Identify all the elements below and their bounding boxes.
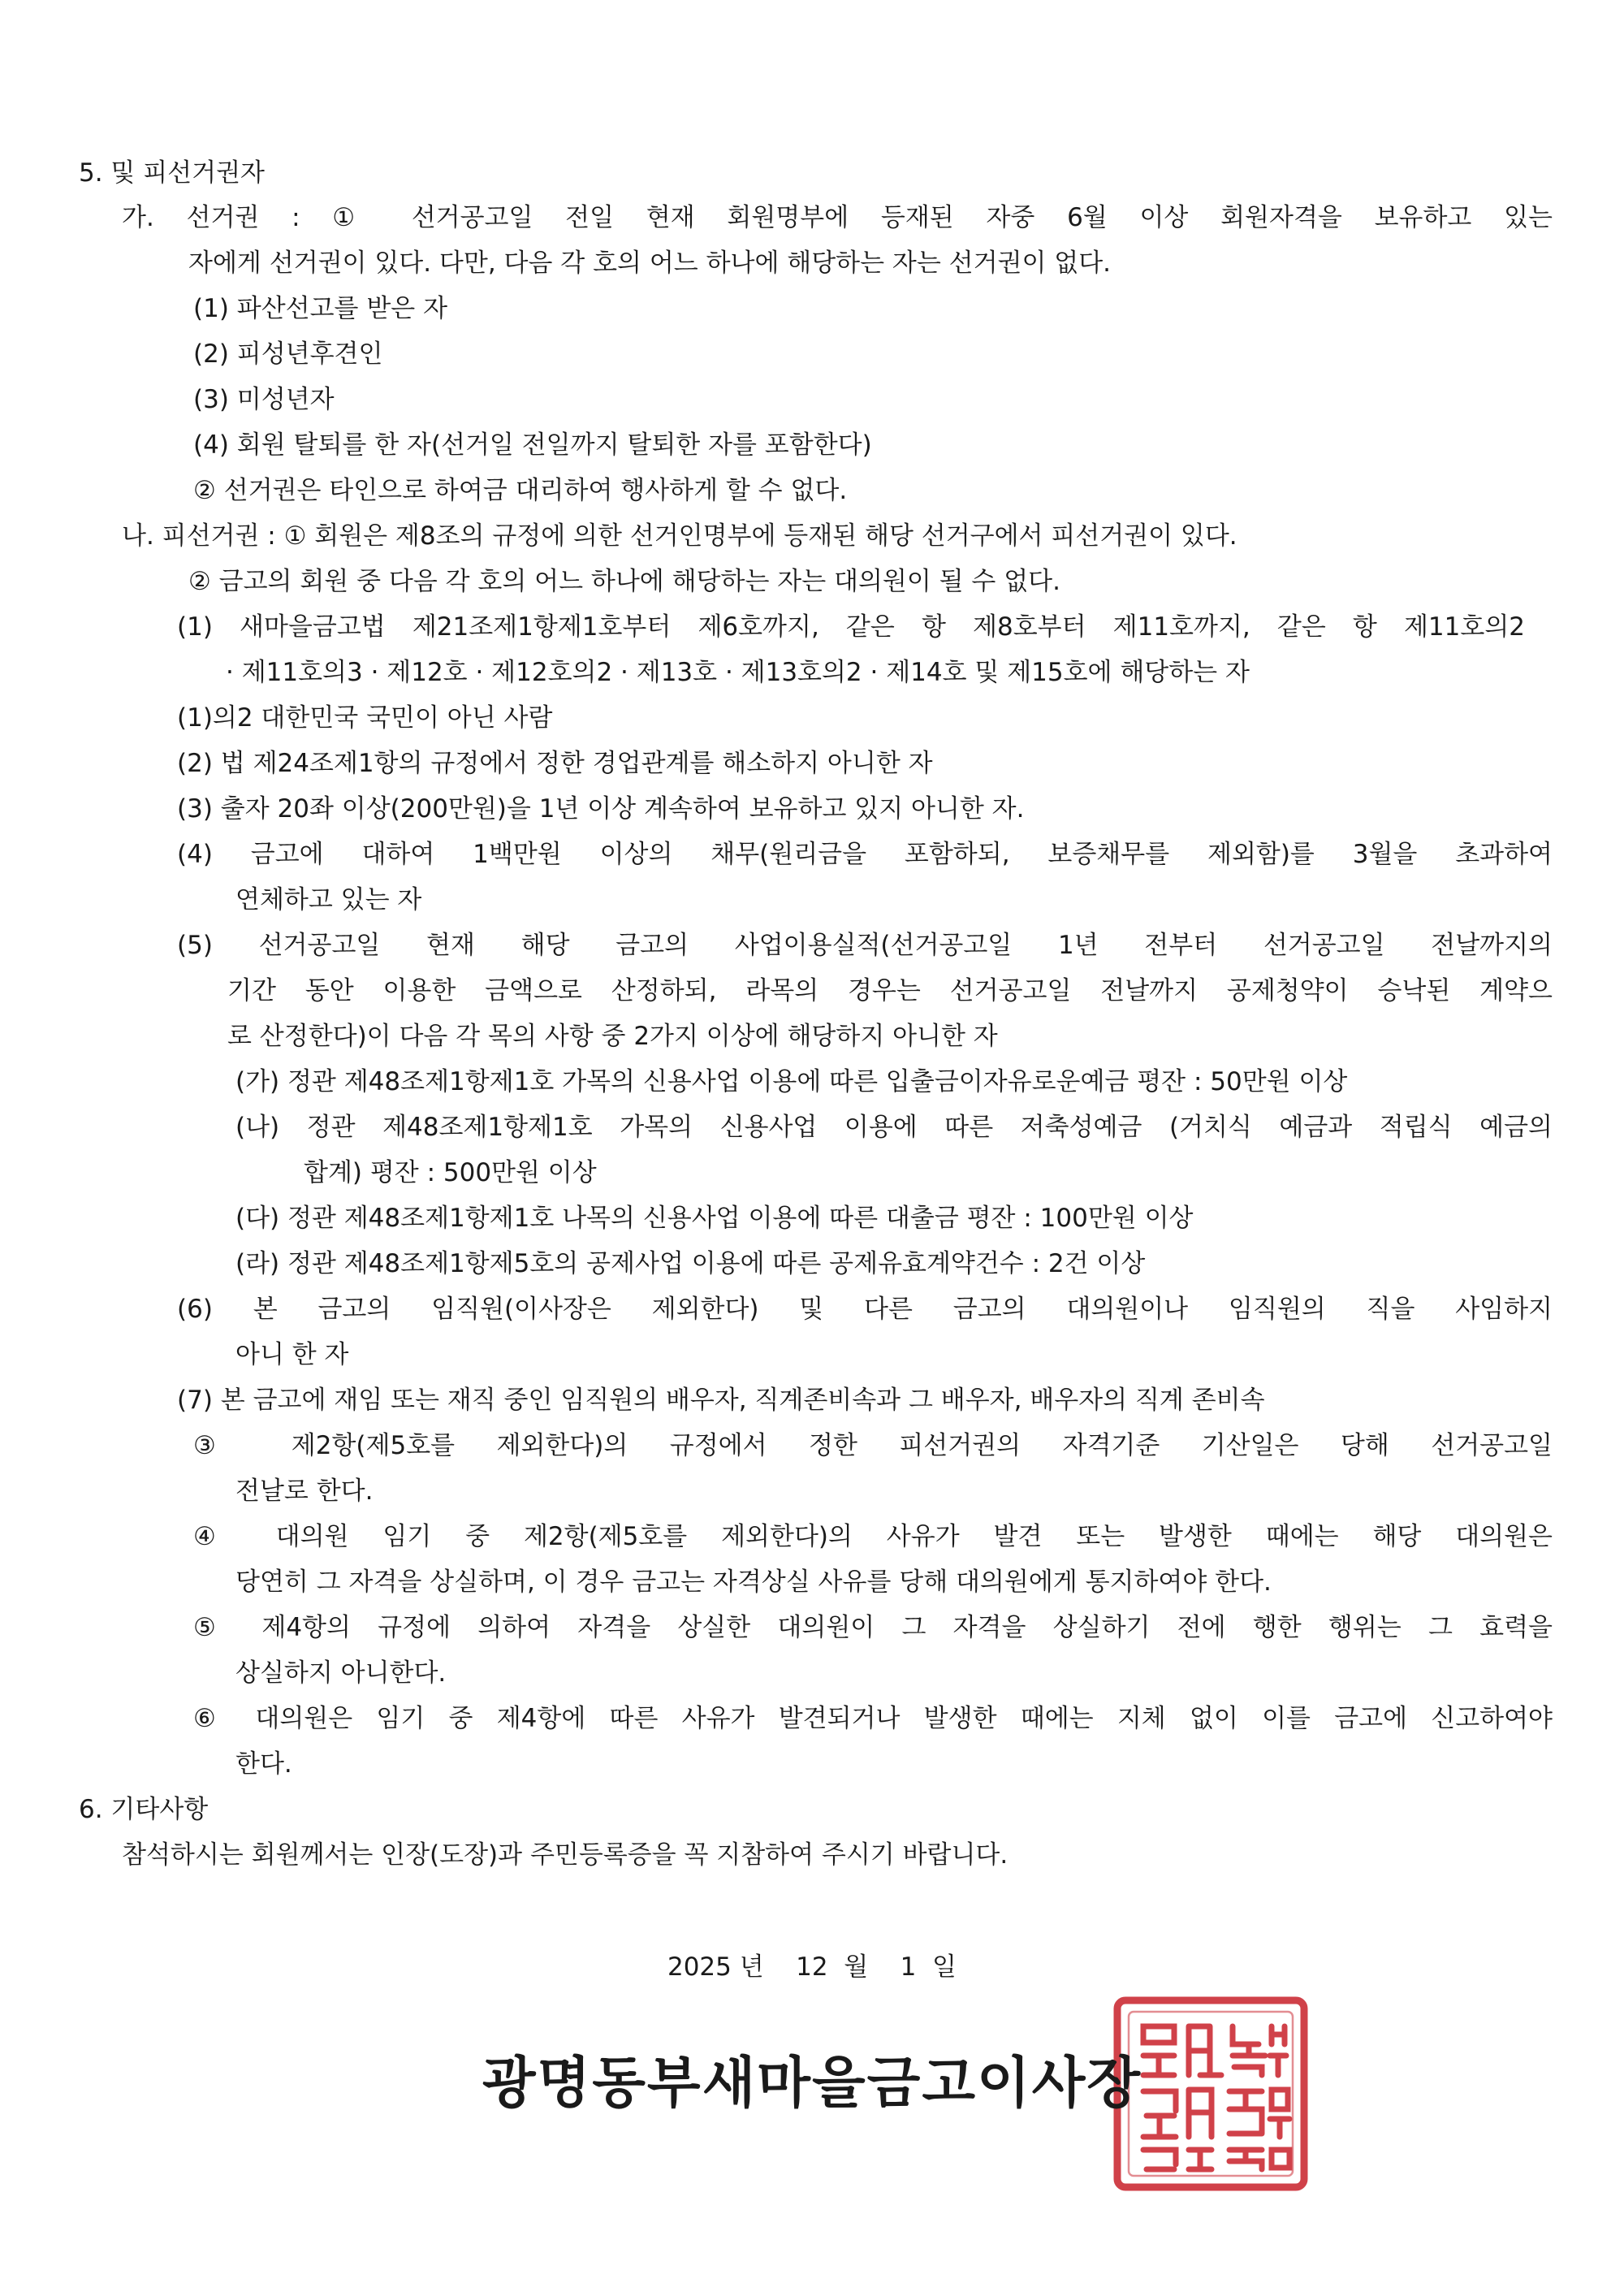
section-6-heading: 6. 기타사항	[79, 1795, 209, 1824]
usage-criterion-na-line-a: (나) 정관 제48조제1항제1호 가목의 신용사업 이용에 따른 저축성예금 (거치식 예금과 적립식 예금의	[235, 1113, 1553, 1142]
eligibility-line-1: 나. 피선거권 : ① 회원은 제8조의 규정에 의한 선거인명부에 등재된 해당 선거구에서 피선거권이 있다.	[122, 521, 1237, 551]
issue-date: 2025 년 12 월 1 일	[667, 1952, 957, 1982]
section-5-heading: 5. 및 피선거권자	[79, 158, 265, 188]
usage-criterion-ra: (라) 정관 제48조제1항제5호의 공제사업 이용에 따른 공제유효계약건수 : 2건 이상	[235, 1249, 1146, 1278]
eligibility-item-5-line-b: 기간 동안 이용한 금액으로 산정하되, 라목의 경우는 선거공고일 전날까지 공제청약이 승낙된 계약으	[227, 976, 1553, 1005]
disqualification-item-3: (3) 미성년자	[193, 385, 335, 414]
eligibility-item-5-line-a: (5) 선거공고일 현재 해당 금고의 사업이용실적(선거공고일 1년 전부터 선거공고일 전날까지의	[177, 931, 1553, 960]
disqualification-item-2: (2) 피성년후견인	[193, 339, 383, 369]
eligibility-item-4-line-b: 연체하고 있는 자	[235, 885, 422, 915]
eligibility-clause-4-line-a: ④ 대의원 임기 중 제2항(제5호를 제외한다)의 사유가 발견 또는 발생한 때에는 해당 대의원은	[193, 1522, 1553, 1551]
eligibility-item-2: (2) 법 제24조제1항의 규정에서 정한 경업관계를 해소하지 아니한 자	[177, 749, 933, 778]
eligibility-item-4-line-a: (4) 금고에 대하여 1백만원 이상의 채무(원리금을 포함하되, 보증채무를 제외함)를 3월을 초과하여	[177, 840, 1553, 869]
eligibility-item-1-line-b: · 제11호의3 · 제12호 · 제12호의2 · 제13호 · 제13호의2 · 제14호 및 제15호에 해당하는 자	[226, 658, 1250, 687]
usage-criterion-da: (다) 정관 제48조제1항제1호 나목의 신용사업 이용에 따른 대출금 평잔 : 100만원 이상	[235, 1204, 1194, 1233]
eligibility-item-7: (7) 본 금고에 재임 또는 재직 중인 임직원의 배우자, 직계존비속과 그 배우자, 배우자의 직계 존비속	[177, 1386, 1265, 1415]
eligibility-clause-3-line-a: ③ 제2항(제5호를 제외한다)의 규정에서 정한 피선거권의 자격기준 기산일은 당해 선거공고일	[193, 1431, 1553, 1460]
eligibility-clause-6-line-a: ⑥ 대의원은 임기 중 제4항에 따른 사유가 발견되거나 발생한 때에는 지체 없이 이를 금고에 신고하여야	[193, 1704, 1553, 1733]
issuer-name: 광명동부새마을금고이사장	[482, 2051, 1142, 2116]
section-6-body: 참석하시는 회원께서는 인장(도장)과 주민등록증을 꼭 지참하여 주시기 바랍니다.	[122, 1840, 1009, 1870]
eligibility-item-6-line-b: 아니 한 자	[235, 1340, 349, 1369]
eligibility-clause-3-line-b: 전날로 한다.	[235, 1477, 374, 1506]
eligibility-clause-5-line-b: 상실하지 아니한다.	[235, 1658, 447, 1688]
voting-right-proxy-clause: ② 선거권은 타인으로 하여금 대리하여 행사하게 할 수 없다.	[193, 476, 848, 505]
eligibility-item-6-line-a: (6) 본 금고의 임직원(이사장은 제외한다) 및 다른 금고의 대의원이나 임직원의 직을 사임하지	[177, 1295, 1553, 1324]
eligibility-clause-5-line-a: ⑤ 제4항의 규정에 의하여 자격을 상실한 대의원이 그 자격을 상실하기 전에 행한 행위는 그 효력을	[193, 1613, 1553, 1642]
eligibility-clause-6-line-b: 한다.	[235, 1749, 292, 1779]
eligibility-item-1-line-a: (1) 새마을금고법 제21조제1항제1호부터 제6호까지, 같은 항 제8호부터 제11호까지, 같은 항 제11호의2	[177, 612, 1525, 642]
eligibility-clause-2: ② 금고의 회원 중 다음 각 호의 어느 하나에 해당하는 자는 대의원이 될 수 없다.	[188, 567, 1060, 596]
eligibility-clause-4-line-b: 당연히 그 자격을 상실하며, 이 경우 금고는 자격상실 사유를 당해 대의원에게 통지하여야 한다.	[235, 1567, 1272, 1597]
voting-right-line-2: 자에게 선거권이 있다. 다만, 다음 각 호의 어느 하나에 해당하는 자는 선거권이 없다.	[188, 249, 1112, 278]
usage-criterion-ga: (가) 정관 제48조제1항제1호 가목의 신용사업 이용에 따른 입출금이자유로운예금 평잔 : 50만원 이상	[235, 1067, 1348, 1096]
eligibility-item-1-2: (1)의2 대한민국 국민이 아닌 사람	[177, 703, 553, 733]
eligibility-item-3: (3) 출자 20좌 이상(200만원)을 1년 이상 계속하여 보유하고 있지 아니한 자.	[177, 794, 1025, 824]
voting-right-line-1: 가. 선거권 : ① 선거공고일 전일 현재 회원명부에 등재된 자중 6월 이상 회원자격을 보유하고 있는	[122, 203, 1553, 232]
usage-criterion-na-line-b: 합계) 평잔 : 500만원 이상	[304, 1158, 597, 1187]
disqualification-item-4: (4) 회원 탈퇴를 한 자(선거일 전일까지 탈퇴한 자를 포함한다)	[193, 430, 872, 460]
eligibility-item-5-line-c: 로 산정한다)이 다음 각 목의 사항 중 2가지 이상에 해당하지 아니한 자	[227, 1022, 998, 1051]
disqualification-item-1: (1) 파산선고를 받은 자	[193, 294, 448, 323]
